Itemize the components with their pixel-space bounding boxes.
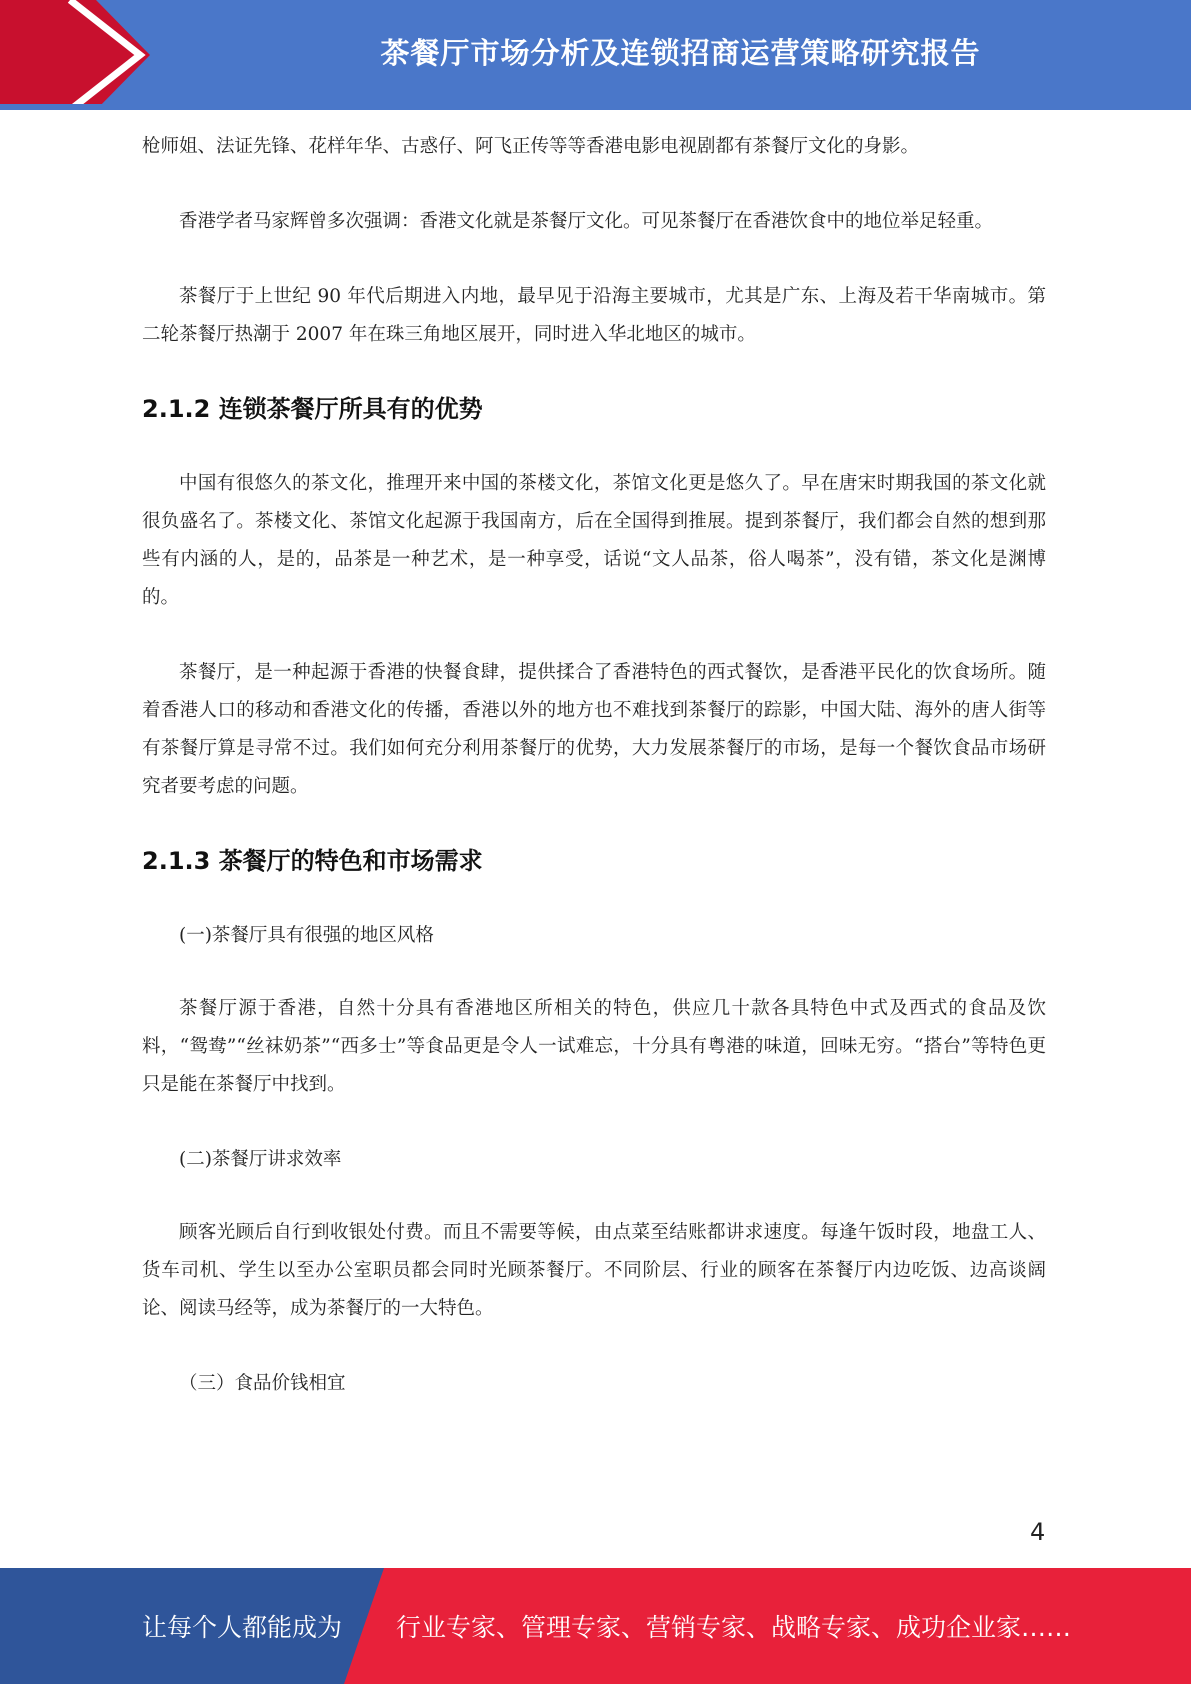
page-header [0, 0, 1191, 110]
page-number: 4 [1030, 1518, 1046, 1546]
page-footer [0, 1568, 1191, 1684]
paragraph: 茶餐厅于上世纪 90 年代后期进入内地，最早见于沿海主要城市，尤其是广东、上海及若干华南城市。第二轮茶餐厅热潮于 2007 年在珠三角地区展开，同时进入华北地区的城市。 [142, 286, 1046, 345]
subsection-title: (二)茶餐厅讲求效率 [179, 1149, 342, 1170]
footer-slogan-right: 行业专家、管理专家、营销专家、战略专家、成功企业家…… [396, 1613, 1072, 1642]
paragraph: 枪师姐、法证先锋、花样年华、古惑仔、阿飞正传等等香港电影电视剧都有茶餐厅文化的身影。 [142, 136, 920, 157]
section-heading-2-1-2: 2.1.2 连锁茶餐厅所具有的优势 [142, 395, 483, 423]
report-title: 茶餐厅市场分析及连锁招商运营策略研究报告 [380, 35, 981, 70]
document-body [142, 128, 1046, 1438]
subsection-title: （三）食品价钱相宜 [179, 1373, 346, 1394]
paragraph: 香港学者马家辉曾多次强调：香港文化就是茶餐厅文化。可见茶餐厅在香港饮食中的地位举足轻重。 [179, 211, 994, 232]
paragraph: 顾客光顾后自行到收银处付费。而且不需要等候，由点菜至结账都讲求速度。每逢午饭时段，地盘工人、货车司机、学生以至办公室职员都会同时光顾茶餐厅。不同阶层、行业的顾客在茶餐厅内边吃饭、边高谈阔论、阅读马经等，成为茶餐厅的一大特色。 [142, 1222, 1046, 1319]
subsection-title: (一)茶餐厅具有很强的地区风格 [179, 925, 434, 946]
paragraph: 茶餐厅，是一种起源于香港的快餐食肆，提供揉合了香港特色的西式餐饮，是香港平民化的饮食场所。随着香港人口的移动和香港文化的传播，香港以外的地方也不难找到茶餐厅的踪影，中国大陆、海外的唐人街等有茶餐厅算是寻常不过。我们如何充分利用茶餐厅的优势，大力发展茶餐厅的市场，是每一个餐饮食品市场研究者要考虑的问题。 [142, 662, 1046, 797]
paragraph: 中国有很悠久的茶文化，推理开来中国的茶楼文化，茶馆文化更是悠久了。早在唐宋时期我国的茶文化就很负盛名了。茶楼文化、茶馆文化起源于我国南方，后在全国得到推展。提到茶餐厅，我们都会自然的想到那些有内涵的人，是的，品茶是一种艺术，是一种享受，话说“文人品茶，俗人喝茶”，没有错，茶文化是渊博的。 [142, 473, 1046, 608]
section-heading-2-1-3: 2.1.3 茶餐厅的特色和市场需求 [142, 847, 483, 875]
paragraph: 茶餐厅源于香港，自然十分具有香港地区所相关的特色，供应几十款各具特色中式及西式的食品及饮料，“鸳鸯”“丝袜奶茶”“西多士”等食品更是令人一试难忘，十分具有粤港的味道，回味无穷。“搭台”等特色更只是能在茶餐厅中找到。 [142, 998, 1046, 1095]
footer-slogan-left: 让每个人都能成为 [142, 1613, 343, 1642]
